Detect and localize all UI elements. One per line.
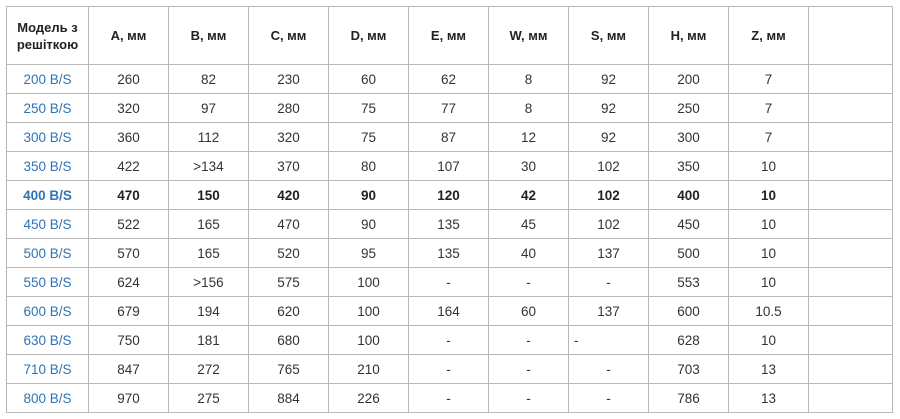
table-row: [7, 94, 893, 123]
value-cell: 13: [729, 355, 809, 384]
value-cell: 102: [569, 152, 649, 181]
table-row: [7, 65, 893, 94]
table-row: [7, 152, 893, 181]
value-cell: -: [489, 268, 569, 297]
value-cell: -: [489, 326, 569, 355]
value-cell: 280: [249, 94, 329, 123]
value-cell: 522: [89, 210, 169, 239]
value-cell: 137: [569, 297, 649, 326]
value-cell: [809, 297, 893, 326]
model-cell[interactable]: 710 B/S: [7, 355, 89, 384]
header-col-10: [809, 7, 893, 65]
table-row: [7, 326, 893, 355]
value-cell: -: [489, 384, 569, 413]
value-cell: 164: [409, 297, 489, 326]
value-cell: 100: [329, 268, 409, 297]
value-cell: -: [409, 268, 489, 297]
value-cell: 360: [89, 123, 169, 152]
value-cell: 13: [729, 384, 809, 413]
value-cell: 420: [249, 181, 329, 210]
value-cell: 500: [649, 239, 729, 268]
value-cell: 97: [169, 94, 249, 123]
value-cell: 8: [489, 94, 569, 123]
model-cell[interactable]: 300 B/S: [7, 123, 89, 152]
value-cell: 100: [329, 297, 409, 326]
header-col-3: C, мм: [249, 7, 329, 65]
value-cell: 102: [569, 210, 649, 239]
table-row: [7, 297, 893, 326]
value-cell: 628: [649, 326, 729, 355]
value-cell: 750: [89, 326, 169, 355]
value-cell: [809, 181, 893, 210]
value-cell: 75: [329, 123, 409, 152]
value-cell: -: [569, 268, 649, 297]
header-col-5: E, мм: [409, 7, 489, 65]
value-cell: 75: [329, 94, 409, 123]
value-cell: 45: [489, 210, 569, 239]
value-cell: 300: [649, 123, 729, 152]
value-cell: 703: [649, 355, 729, 384]
value-cell: 60: [489, 297, 569, 326]
model-cell[interactable]: 450 B/S: [7, 210, 89, 239]
header-col-4: D, мм: [329, 7, 409, 65]
value-cell: 165: [169, 239, 249, 268]
value-cell: [809, 210, 893, 239]
value-cell: [809, 65, 893, 94]
value-cell: 87: [409, 123, 489, 152]
model-cell[interactable]: 630 B/S: [7, 326, 89, 355]
header-col-2: B, мм: [169, 7, 249, 65]
value-cell: >156: [169, 268, 249, 297]
value-cell: 100: [329, 326, 409, 355]
value-cell: 7: [729, 123, 809, 152]
value-cell: 575: [249, 268, 329, 297]
value-cell: 8: [489, 65, 569, 94]
value-cell: 10: [729, 181, 809, 210]
header-col-9: Z, мм: [729, 7, 809, 65]
table-row: [7, 355, 893, 384]
value-cell: >134: [169, 152, 249, 181]
value-cell: 847: [89, 355, 169, 384]
value-cell: [809, 239, 893, 268]
header-model: Модель з решіткою: [7, 7, 89, 65]
value-cell: 570: [89, 239, 169, 268]
model-cell[interactable]: 500 B/S: [7, 239, 89, 268]
value-cell: -: [409, 355, 489, 384]
model-cell[interactable]: 350 B/S: [7, 152, 89, 181]
value-cell: 786: [649, 384, 729, 413]
value-cell: 275: [169, 384, 249, 413]
model-cell[interactable]: 550 B/S: [7, 268, 89, 297]
value-cell: -: [569, 355, 649, 384]
value-cell: 102: [569, 181, 649, 210]
value-cell: 107: [409, 152, 489, 181]
value-cell: 137: [569, 239, 649, 268]
value-cell: 7: [729, 94, 809, 123]
header-col-8: H, мм: [649, 7, 729, 65]
table-body: [7, 65, 893, 413]
table-row: [7, 210, 893, 239]
value-cell: 135: [409, 210, 489, 239]
value-cell: 10.5: [729, 297, 809, 326]
header-col-6: W, мм: [489, 7, 569, 65]
value-cell: 80: [329, 152, 409, 181]
table-row: [7, 268, 893, 297]
value-cell: [809, 268, 893, 297]
value-cell: 230: [249, 65, 329, 94]
table-row: [7, 123, 893, 152]
model-cell[interactable]: 800 B/S: [7, 384, 89, 413]
value-cell: 226: [329, 384, 409, 413]
value-cell: [809, 94, 893, 123]
value-cell: 40: [489, 239, 569, 268]
value-cell: 250: [649, 94, 729, 123]
value-cell: 30: [489, 152, 569, 181]
value-cell: [809, 326, 893, 355]
table-row: [7, 239, 893, 268]
value-cell: 60: [329, 65, 409, 94]
value-cell: 135: [409, 239, 489, 268]
value-cell: 272: [169, 355, 249, 384]
value-cell: 520: [249, 239, 329, 268]
value-cell: 450: [649, 210, 729, 239]
value-cell: 10: [729, 326, 809, 355]
value-cell: 200: [649, 65, 729, 94]
value-cell: 553: [649, 268, 729, 297]
value-cell: 350: [649, 152, 729, 181]
value-cell: 210: [329, 355, 409, 384]
value-cell: 92: [569, 94, 649, 123]
value-cell: 7: [729, 65, 809, 94]
value-cell: 62: [409, 65, 489, 94]
value-cell: 181: [169, 326, 249, 355]
value-cell: 624: [89, 268, 169, 297]
value-cell: 680: [249, 326, 329, 355]
model-cell[interactable]: 200 B/S: [7, 65, 89, 94]
value-cell: 95: [329, 239, 409, 268]
value-cell: 10: [729, 152, 809, 181]
header-col-7: S, мм: [569, 7, 649, 65]
value-cell: 90: [329, 181, 409, 210]
value-cell: 470: [89, 181, 169, 210]
value-cell: 470: [249, 210, 329, 239]
model-cell[interactable]: 400 B/S: [7, 181, 89, 210]
value-cell: -: [409, 326, 489, 355]
table-row: [7, 181, 893, 210]
value-cell: 92: [569, 65, 649, 94]
value-cell: 150: [169, 181, 249, 210]
value-cell: [809, 384, 893, 413]
value-cell: 320: [89, 94, 169, 123]
value-cell: [809, 355, 893, 384]
value-cell: 90: [329, 210, 409, 239]
value-cell: 12: [489, 123, 569, 152]
value-cell: 112: [169, 123, 249, 152]
value-cell: -: [569, 326, 649, 355]
value-cell: [809, 152, 893, 181]
value-cell: 620: [249, 297, 329, 326]
value-cell: 320: [249, 123, 329, 152]
value-cell: 400: [649, 181, 729, 210]
value-cell: 260: [89, 65, 169, 94]
table-row: [7, 384, 893, 413]
value-cell: [809, 123, 893, 152]
value-cell: 42: [489, 181, 569, 210]
value-cell: 884: [249, 384, 329, 413]
model-cell[interactable]: 250 B/S: [7, 94, 89, 123]
value-cell: 92: [569, 123, 649, 152]
header-col-1: A, мм: [89, 7, 169, 65]
value-cell: 600: [649, 297, 729, 326]
value-cell: 10: [729, 210, 809, 239]
value-cell: -: [489, 355, 569, 384]
value-cell: 82: [169, 65, 249, 94]
dimensions-table: [6, 6, 893, 413]
value-cell: 10: [729, 239, 809, 268]
value-cell: 765: [249, 355, 329, 384]
value-cell: 679: [89, 297, 169, 326]
value-cell: 370: [249, 152, 329, 181]
value-cell: 10: [729, 268, 809, 297]
value-cell: 422: [89, 152, 169, 181]
value-cell: 970: [89, 384, 169, 413]
value-cell: -: [409, 384, 489, 413]
value-cell: 77: [409, 94, 489, 123]
value-cell: 120: [409, 181, 489, 210]
table-header-row: [7, 7, 893, 65]
value-cell: 194: [169, 297, 249, 326]
dimensions-table-container: [6, 6, 893, 413]
value-cell: 165: [169, 210, 249, 239]
model-cell[interactable]: 600 B/S: [7, 297, 89, 326]
value-cell: -: [569, 384, 649, 413]
